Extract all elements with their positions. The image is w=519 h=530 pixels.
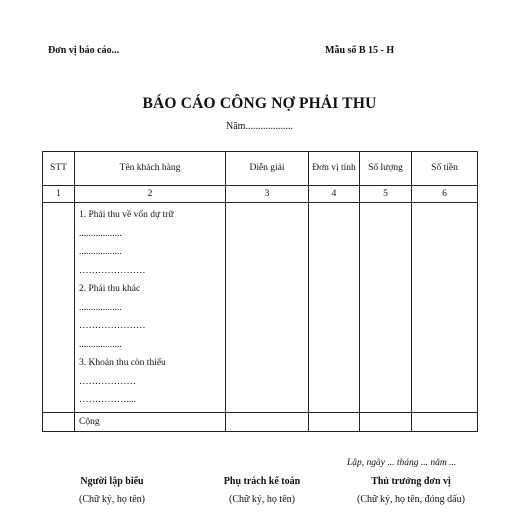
table-cell — [412, 203, 478, 413]
column-header-stt: STT — [43, 152, 75, 186]
signature-note-preparer: (Chữ ký, họ tên) — [79, 494, 145, 505]
receivables-table — [42, 151, 478, 432]
table-cell — [309, 412, 360, 431]
total-label — [75, 412, 226, 431]
date-line: Lập, ngày ... tháng ... năm ... — [347, 458, 457, 468]
table-cell — [226, 203, 309, 413]
total-row — [43, 412, 478, 431]
customer-entries-cell — [75, 203, 226, 413]
column-header-customer-name: Tên khách hàng — [75, 152, 226, 186]
table-cell — [226, 412, 309, 431]
table-cell — [43, 203, 75, 413]
column-header-amount: Số tiền — [412, 152, 478, 186]
entry-line: 2. Phải thu khác — [79, 284, 141, 294]
column-header-unit: Đơn vị tính — [309, 152, 360, 186]
table-header-row — [43, 152, 478, 186]
table-cell — [43, 412, 75, 431]
entry-line: …………….... — [79, 395, 136, 405]
entry-line: 3. Khoản thu còn thiếu — [79, 358, 166, 368]
entry-line: 1. Phải thu về vốn dự trữ — [79, 210, 174, 220]
form-code: Mẫu số B 15 - H — [325, 45, 395, 56]
column-index: 1 — [43, 186, 75, 203]
column-header-quantity: Số lượng — [360, 152, 412, 186]
entry-line: ……………… — [79, 376, 136, 387]
signature-note-head-of-unit: (Chữ ký, họ tên, đóng dấu) — [357, 494, 465, 505]
signature-title-head-of-unit: Thủ trưởng đơn vị — [371, 476, 451, 487]
reporting-unit-label: Đơn vị báo cáo... — [48, 45, 120, 56]
entry-line: .................. — [79, 339, 122, 350]
column-index: 6 — [412, 186, 478, 203]
column-index: 3 — [226, 186, 309, 203]
table-cell — [309, 203, 360, 413]
entry-line: ………………… — [79, 265, 146, 276]
total-label-text: Cộng — [79, 416, 100, 427]
signature-title-preparer: Người lập biểu — [80, 476, 144, 487]
year-line: Năm................... — [226, 121, 293, 132]
signature-title-chief-accountant: Phụ trách kế toán — [223, 476, 301, 487]
column-index: 5 — [360, 186, 412, 203]
column-header-description: Diễn giải — [226, 152, 309, 186]
table-cell — [360, 412, 412, 431]
column-index: 4 — [309, 186, 360, 203]
table-body-row — [43, 203, 478, 413]
entry-line: .................. — [79, 228, 122, 239]
table-cell — [412, 412, 478, 431]
column-index: 2 — [75, 186, 226, 203]
entry-line: ………………… — [79, 321, 146, 331]
entry-line: .................. — [79, 302, 122, 313]
table-cell — [360, 203, 412, 413]
report-title: BÁO CÁO CÔNG NỢ PHẢI THU — [142, 95, 377, 112]
signature-note-chief-accountant: (Chữ ký, họ tên) — [229, 494, 295, 505]
column-index-row — [43, 186, 478, 203]
entry-line: .................. — [79, 247, 122, 257]
